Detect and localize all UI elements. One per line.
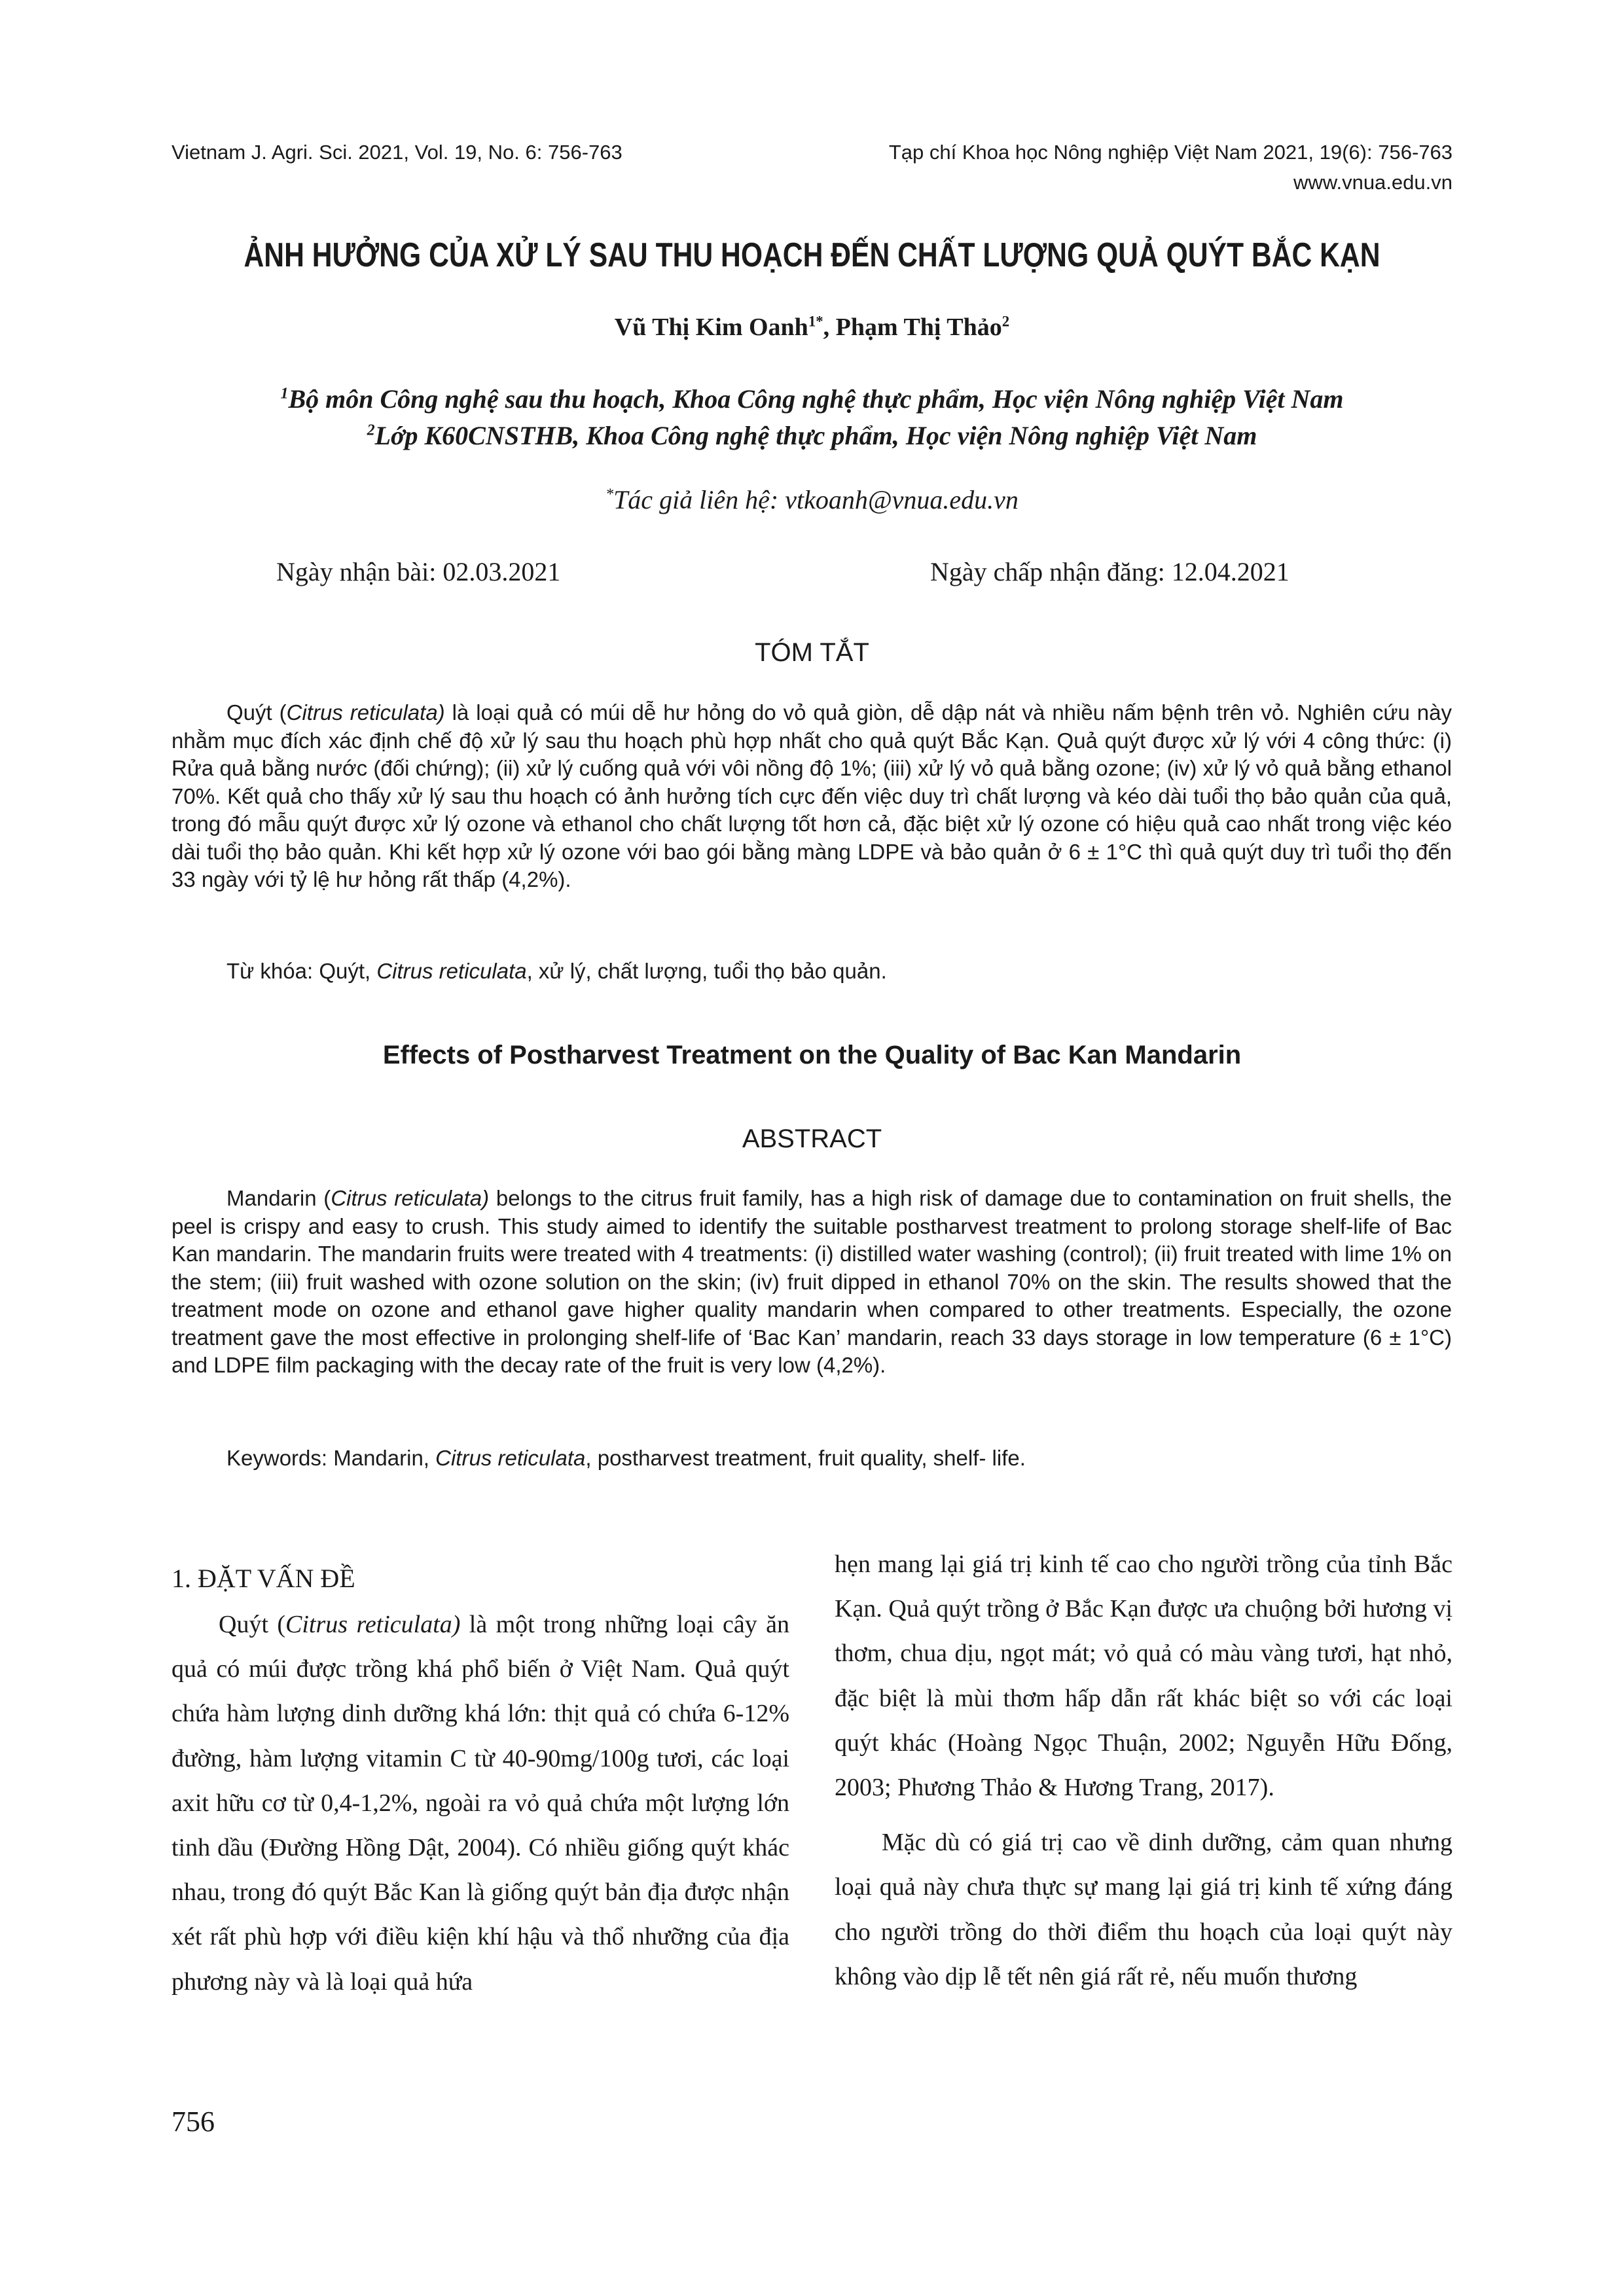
affiliation-1 [0, 381, 1624, 418]
journal-header-left: Vietnam J. Agri. Sci. 2021, Vol. 19, No. 6: 756-763 [171, 141, 623, 164]
english-title: Effects of Postharvest Treatment on the Quality of Bac Kan Mandarin [382, 1041, 1242, 1069]
affiliation-2 [0, 418, 1624, 454]
vn-abstract-heading: TÓM TẮT [755, 638, 869, 667]
author-name: Vũ Thị Kim Oanh [614, 314, 808, 341]
author-affiliation-mark: 2 [1001, 313, 1010, 330]
en-abstract-text: Mandarin (Citrus reticulata) belongs to the citrus fruit family, has a high risk of damage due to contamination on fruit shells, the peel is crispy and easy to crush. This study aimed to identify the suitable postharvest treatment to prolong storage shelf-life of Bac Kan mandarin. The mandarin fruits were treated with 4 treatments: (i) distilled water washing (control); (ii) fruit treated with lime 1% on the stem; (iii) fruit washed with ozone solution on the skin; (iv) fruit dipped in ethanol 70% on the skin. The results showed that the treatment mode on ozone and ethanol gave higher quality mandarin when compared to other treatments. Especially, the ozone treatment gave the most effective in prolonging shelf-life of ‘Bac Kan’ mandarin, reach 33 days storage in low temperature (6 ± 1°C) and LDPE film packaging with the decay rate of the fruit is very low (4,2%). [171, 1186, 1453, 1377]
corresponding-mark: * [605, 486, 614, 503]
affiliation-text: Bộ môn Công nghệ sau thu hoạch, Khoa Công nghệ thực phẩm, Học viện Nông nghiệp Việt Nam [288, 384, 1344, 414]
en-abstract-heading: ABSTRACT [742, 1124, 882, 1153]
author-list [0, 313, 1624, 342]
affiliation-mark: 1 [280, 385, 289, 403]
body-paragraph-continued: hẹn mang lại giá trị kinh tế cao cho người trồng của tỉnh Bắc Kạn. Quả quýt trồng ở Bắc Kạn được ưa chuộng bởi hương vị thơm, chua dịu, ngọt mát; vỏ quả có màu vàng tươi, hạt nhỏ, đặc biệt là mùi thơm hấp dẫn rất khác biệt so với các loại quýt khác (Hoàng Ngọc Thuận, 2002; Nguyễn Hữu Đống, 2003; Phương Thảo & Hương Trang, 2017). [835, 1551, 1453, 1802]
affiliation-text: Lớp K60CNSTHB, Khoa Công nghệ thực phẩm, Học viện Nông nghiệp Việt Nam [374, 421, 1257, 450]
article-title: ẢNH HƯỞNG CỦA XỬ LÝ SAU THU HOẠCH ĐẾN CHẤT LƯỢNG QUẢ QUÝT BẮC KẠN [244, 236, 1380, 274]
received-date: Ngày nhận bài: 02.03.2021 [276, 557, 561, 586]
body-paragraph: Quýt (Citrus reticulata) là một trong những loại cây ăn quả có múi được trồng khá phổ biến ở Việt Nam. Quả quýt chứa hàm lượng dinh dưỡng khá lớn: thịt quả có chứa 6-12% đường, hàm lượng vitamin C từ 40-90mg/100g tươi, các loại axit hữu cơ từ 0,4-1,2%, ngoài ra vỏ quả chứa một lượng lớn tinh dầu (Đường Hồng Dật, 2004). Có nhiều giống quýt khác nhau, trong đó quýt Bắc Kan là giống quýt bản địa được nhận xét rất phù hợp với điều kiện khí hậu và thổ nhưỡng của địa phương này và là loại quả hứa [171, 1611, 789, 1996]
corresponding-author [0, 484, 1624, 515]
affiliation-mark: 2 [367, 422, 375, 439]
section-heading: 1. ĐẶT VẤN ĐỀ [171, 1564, 355, 1593]
journal-header-right [889, 137, 1453, 198]
corresponding-email: Tác giả liên hệ: vtkoanh@vnua.edu.vn [613, 485, 1019, 514]
page-number: 756 [171, 2106, 215, 2138]
en-keywords: Keywords: Mandarin, Citrus reticulata, postharvest treatment, fruit quality, shelf- life. [226, 1446, 1026, 1470]
vn-abstract-text: Quýt (Citrus reticulata) là loại quả có múi dễ hư hỏng do vỏ quả giòn, dễ dập nát và nhiều nấm bệnh trên vỏ. Nghiên cứu này nhằm mục đích xác định chế độ xử lý sau thu hoạch phù hợp nhất cho quả quýt Bắc Kạn. Quả quýt được xử lý với 4 công thức: (i) Rửa quả bằng nước (đối chứng); (ii) xử lý cuống quả với vôi nồng độ 1%; (iii) xử lý vỏ quả bằng ozone; (iv) xử lý vỏ quả bằng ethanol 70%. Kết quả cho thấy xử lý sau thu hoạch có ảnh hưởng tích cực đến việc duy trì chất lượng và kéo dài tuổi thọ bảo quản của quả, trong đó mẫu quýt được xử lý ozone và ethanol cho chất lượng tốt hơn cả, đặc biệt xử lý ozone có hiệu quả cao nhất trong việc kéo dài tuổi thọ bảo quản. Khi kết hợp xử lý ozone với bao gói bằng màng LDPE và bảo quản ở 6 ± 1°C thì quả quýt duy trì tuổi thọ đến 33 ngày với tỷ lệ hư hỏng rất thấp (4,2%). [171, 700, 1452, 891]
body-column-right [835, 1542, 1453, 1999]
accepted-date: Ngày chấp nhận đăng: 12.04.2021 [930, 557, 1290, 586]
author-name: Phạm Thị Thảo [835, 314, 1002, 341]
body-paragraph: Mặc dù có giá trị cao về dinh dưỡng, cảm quan nhưng loại quả này chưa thực sự mang lại giá trị kinh tế xứng đáng cho người trồng do thời điểm thu hoạch của loại quýt này không vào dịp lễ tết nên giá rất rẻ, nếu muốn thương [835, 1829, 1453, 1990]
journal-website: www.vnua.edu.vn [1293, 171, 1453, 194]
author-affiliation-mark: 1* [808, 313, 823, 330]
vn-keywords: Từ khóa: Quýt, Citrus reticulata, xử lý, chất lượng, tuổi thọ bảo quản. [226, 959, 887, 983]
author-separator: , [823, 314, 836, 341]
journal-header-right-line1: Tạp chí Khoa học Nông nghiệp Việt Nam 2021, 19(6): 756-763 [888, 141, 1453, 164]
body-column-left [171, 1558, 789, 2004]
